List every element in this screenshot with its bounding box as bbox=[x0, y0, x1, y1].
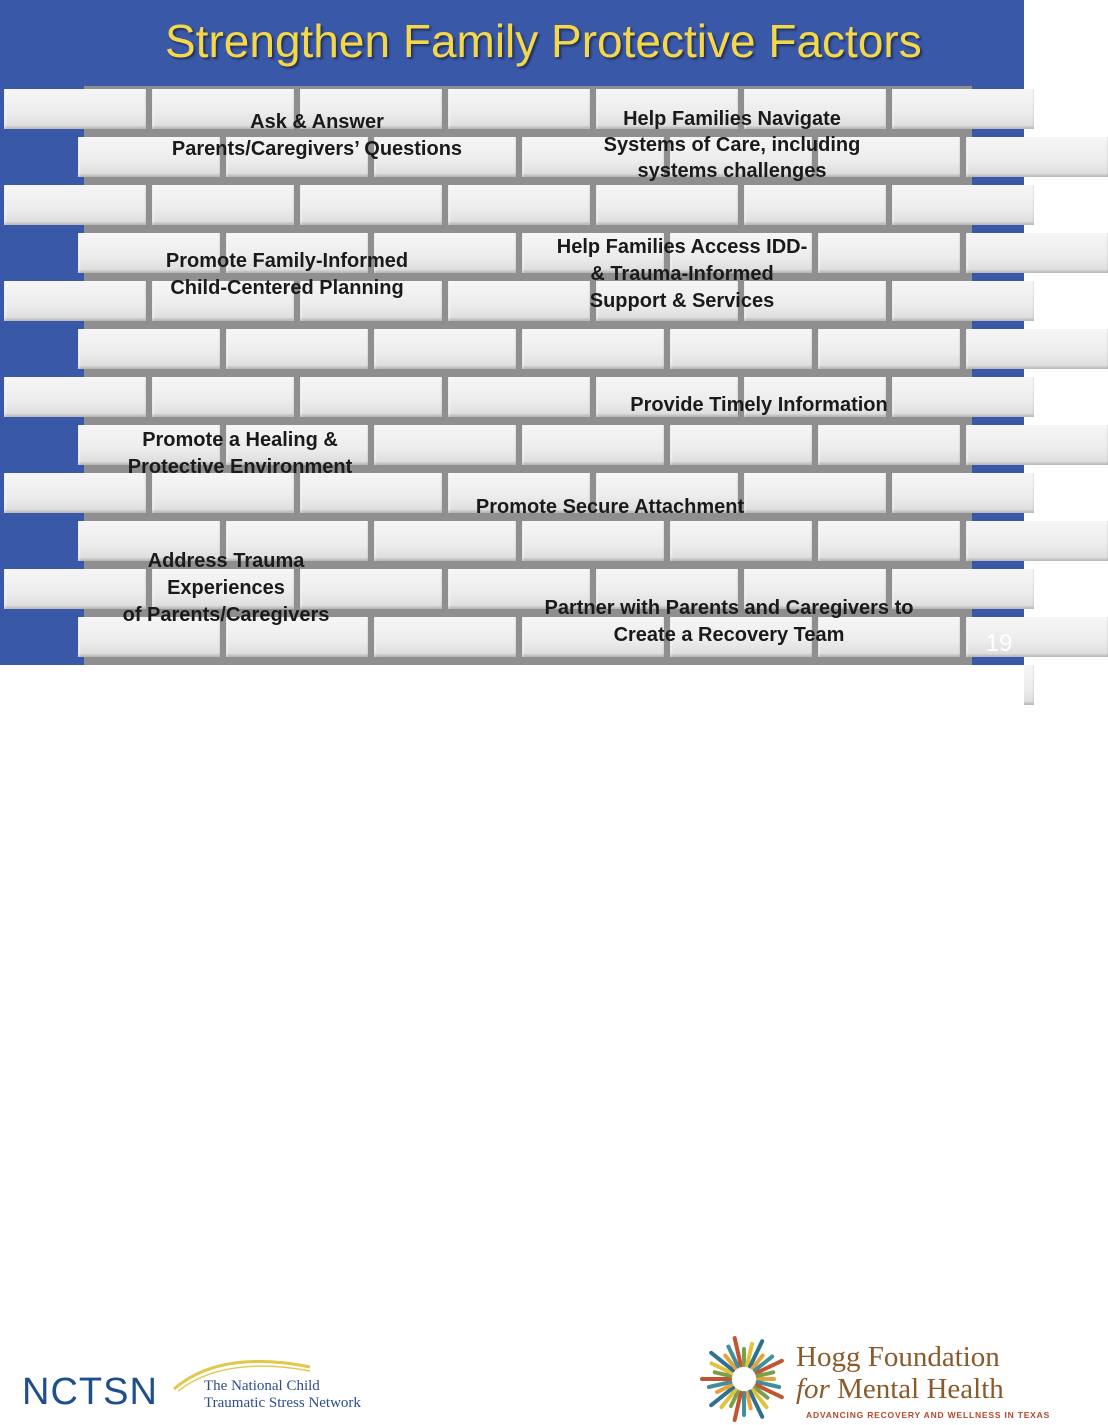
brick bbox=[892, 89, 1034, 129]
nctsn-name bbox=[204, 1378, 361, 1412]
brick bbox=[226, 329, 368, 369]
footer bbox=[0, 665, 1051, 1420]
brick bbox=[522, 521, 664, 561]
brick bbox=[892, 377, 1034, 417]
brick bbox=[818, 233, 960, 273]
factor-line: Child-Centered Planning bbox=[170, 277, 404, 299]
factor-secure-attachment bbox=[450, 494, 770, 521]
brick bbox=[374, 617, 516, 657]
brick bbox=[818, 521, 960, 561]
brick bbox=[818, 425, 960, 465]
brick bbox=[892, 281, 1034, 321]
brick bbox=[4, 377, 146, 417]
factor-line: Provide Timely Information bbox=[630, 394, 888, 416]
brick bbox=[522, 329, 664, 369]
brick bbox=[892, 185, 1034, 225]
brick bbox=[300, 377, 442, 417]
hogg-mental-health: Mental Health bbox=[829, 1373, 1004, 1405]
brick bbox=[596, 185, 738, 225]
factor-line: Promote a Healing & bbox=[142, 429, 338, 451]
brick bbox=[374, 521, 516, 561]
brick bbox=[892, 473, 1034, 513]
hogg-line-2 bbox=[796, 1373, 1004, 1405]
brick bbox=[152, 377, 294, 417]
brick bbox=[78, 329, 220, 369]
brick bbox=[966, 425, 1108, 465]
brick bbox=[670, 425, 812, 465]
hogg-line-1: Hogg Foundation bbox=[796, 1341, 1000, 1373]
sunburst-icon bbox=[698, 1333, 790, 1425]
factor-line: Protective Environment bbox=[127, 456, 353, 478]
brick bbox=[4, 281, 146, 321]
brick bbox=[448, 185, 590, 225]
slide-title: Strengthen Family Protective Factors bbox=[165, 15, 922, 67]
factor-line: Experiences bbox=[167, 577, 285, 599]
factor-family-informed-planning bbox=[140, 248, 434, 302]
brick bbox=[522, 425, 664, 465]
factor-line: Ask & Answer bbox=[250, 111, 384, 133]
factor-line: Help Families Navigate bbox=[623, 108, 841, 130]
factor-line: & Trauma-Informed bbox=[590, 263, 774, 285]
brick bbox=[152, 185, 294, 225]
factor-line: Address Trauma bbox=[147, 550, 305, 572]
brick bbox=[670, 329, 812, 369]
factor-recovery-team bbox=[508, 595, 950, 649]
slide bbox=[0, 0, 1024, 665]
hogg-for: for bbox=[796, 1373, 830, 1405]
factor-line: of Parents/Caregivers bbox=[122, 604, 330, 626]
factor-address-trauma bbox=[100, 548, 352, 629]
factor-line: Help Families Access IDD- bbox=[556, 236, 808, 258]
factor-navigate-systems bbox=[586, 106, 878, 184]
brick bbox=[448, 377, 590, 417]
factor-healing-environment bbox=[104, 427, 376, 481]
brick bbox=[966, 233, 1108, 273]
brick bbox=[670, 521, 812, 561]
brick bbox=[966, 521, 1108, 561]
nctsn-line-1: The National Child bbox=[204, 1378, 320, 1394]
nctsn-logo-text: NCTSN bbox=[22, 1371, 158, 1413]
brick bbox=[4, 89, 146, 129]
factor-line: Partner with Parents and Caregivers to bbox=[544, 597, 914, 619]
brick bbox=[966, 329, 1108, 369]
factor-line: Parents/Caregivers’ Questions bbox=[171, 138, 463, 160]
brick bbox=[4, 185, 146, 225]
factor-line: Promote Secure Attachment bbox=[475, 496, 745, 518]
hogg-tagline: ADVANCING RECOVERY AND WELLNESS IN TEXAS bbox=[806, 1410, 1051, 1420]
nctsn-line-2: Traumatic Stress Network bbox=[204, 1395, 361, 1411]
brick bbox=[374, 329, 516, 369]
brick bbox=[300, 185, 442, 225]
brick bbox=[374, 425, 516, 465]
factor-line: systems challenges bbox=[637, 160, 827, 182]
brick bbox=[818, 329, 960, 369]
page-number: 19 bbox=[985, 630, 1013, 657]
hogg-foundation-name bbox=[796, 1341, 1004, 1405]
factor-line: Promote Family-Informed bbox=[165, 250, 409, 272]
brick bbox=[966, 137, 1108, 177]
factor-timely-information bbox=[606, 392, 912, 419]
factor-line: Support & Services bbox=[589, 290, 775, 312]
factor-line: Create a Recovery Team bbox=[613, 624, 845, 646]
factor-ask-answer bbox=[150, 109, 484, 163]
factor-access-services bbox=[532, 234, 832, 315]
factor-line: Systems of Care, including bbox=[603, 134, 861, 156]
brick bbox=[744, 185, 886, 225]
